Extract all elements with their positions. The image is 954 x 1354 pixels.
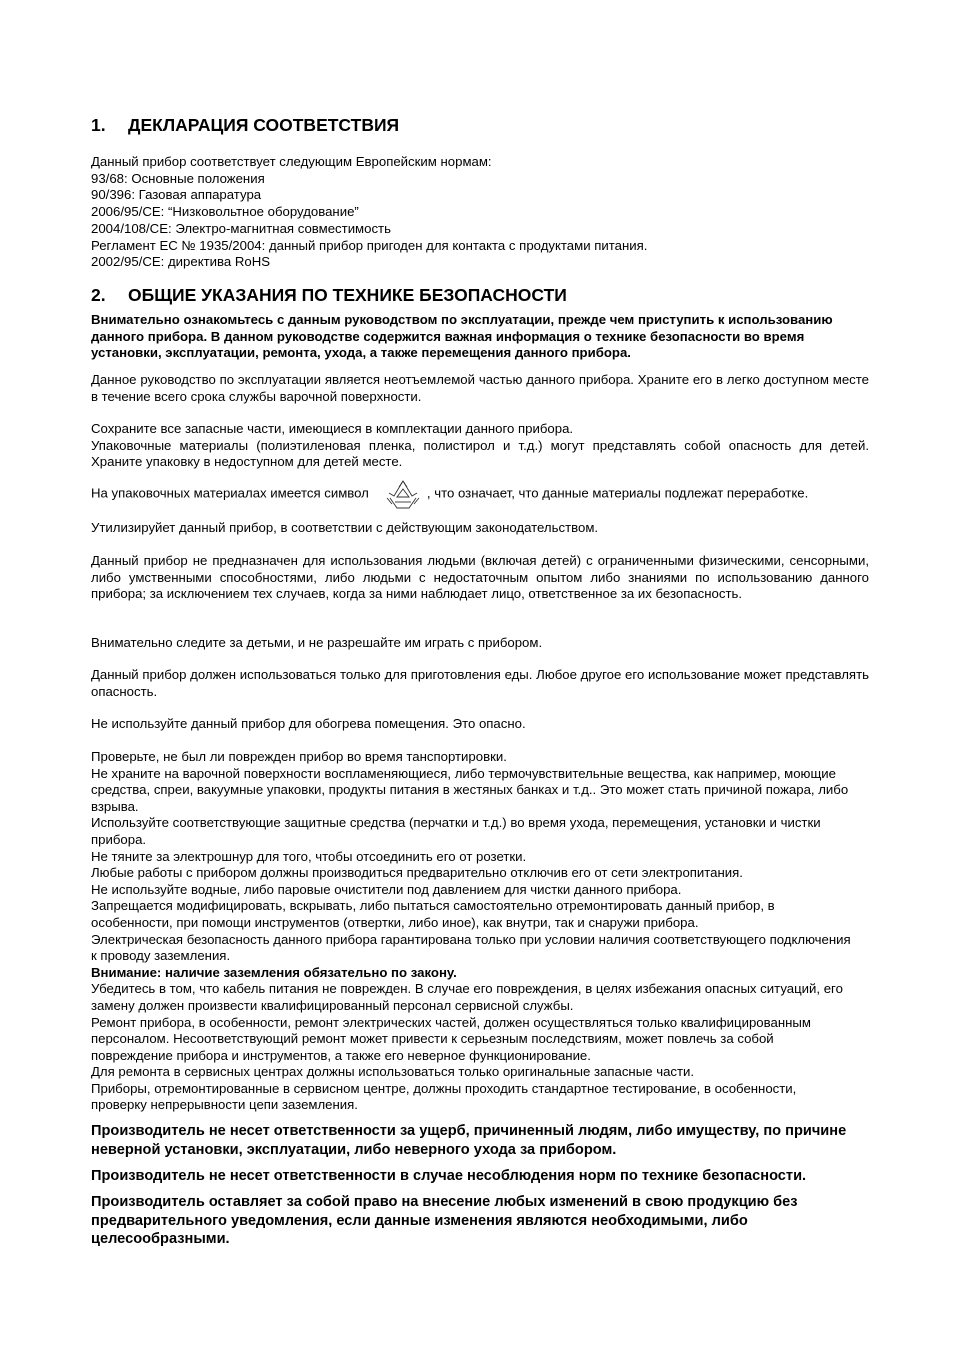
standards-line: 2006/95/CE: “Низковольтное оборудование”	[91, 204, 359, 220]
list-item: Ремонт прибора, в особенности, ремонт электрических частей, должен осуществляться только квалифицированным персоналом. Несоответствующий ремонт может привести к серьезным последствиям, может повлечь за собой повреждение прибора и инструментов, а также его неверное функционирование.	[91, 1014, 811, 1063]
paragraph-heating: Не используйте данный прибор для обогрева помещения. Это опасно.	[91, 716, 526, 731]
paragraph-cooking-only: Данный прибор должен использоваться только для приготовления еды. Любое другое его использование может представлять опасность.	[91, 667, 869, 699]
standards-line: 2002/95/CE: директива RoHS	[91, 254, 271, 270]
recycle-icon	[383, 478, 423, 510]
safety-list	[91, 749, 851, 1114]
list-item: Не используйте водные, либо паровые очистители под давлением для чистки данного прибора.	[91, 881, 682, 897]
section1-list	[91, 154, 869, 271]
list-item: Запрещается модифицировать, вскрывать, либо пытаться самостоятельно отремонтировать данный прибор, в особенности, при помощи инструментов (отвертки, либо иное), как внутри, так и снаружи прибора.	[91, 898, 775, 930]
standards-line: Данный прибор соответствует следующим Европейским нормам:	[91, 154, 492, 169]
section1-number: 1.	[91, 115, 106, 135]
paragraph-restricted-use: Данный прибор не предназначен для использования людьми (включая детей) с ограниченными физическими, сенсорными, либо умственными способностями, либо людьми с недостаточным опытом либо знаниями по использованию данного прибора; за исключением тех случаев, когда за ними наблюдает лицо, ответственное за их безопасность.	[91, 553, 869, 602]
list-item: Убедитесь в том, что кабель питания не поврежден. В случае его повреждения, в целях избежания опасных ситуаций, его замену должен произвести квалифицированный персонал сервисной службы.	[91, 981, 843, 1013]
paragraph-recycle	[91, 478, 869, 510]
list-item: Не храните на варочной поверхности воспламеняющиеся, либо термочувствительные вещества, как например, моющие средства, спреи, вакуумные упаковки, продукты питания в жестяных банках и т.д.. Это может стать причиной пожара, либо взрыва.	[91, 765, 849, 814]
liability-notice: Производитель не несет ответственности за ущерб, причиненный людям, либо имуществу, по причине неверной установки, эксплуатации, либо неверного ухода за прибором.	[91, 1123, 847, 1158]
paragraph-children: Внимательно следите за детьми, и не разрешайте им играть с прибором.	[91, 635, 543, 650]
list-item: Не тяните за электрошнур для того, чтобы отсоединить его от розетки.	[91, 848, 527, 864]
list-item: Электрическая безопасность данного прибора гарантирована только при условии наличия соответствующего подключения к проводу заземления.	[91, 931, 851, 964]
section1-heading	[91, 115, 399, 135]
standards-line: 90/396: Газовая аппаратура	[91, 187, 262, 203]
paragraph-disposal: Утилизируйет данный прибор, в соответствии с действующим законодательством.	[91, 520, 599, 535]
standards-line: 93/68: Основные положения	[91, 170, 265, 186]
safety-norms-notice: Производитель не несет ответственности в случае несоблюдения норм по технике безопасности.	[91, 1168, 807, 1184]
grounding-warning: Внимание: наличие заземления обязательно по закону.	[91, 964, 457, 980]
section2-heading	[91, 285, 567, 305]
list-item: Проверьте, не был ли поврежден прибор во время танспортировки.	[91, 749, 507, 764]
standards-line: 2004/108/CE: Электро-магнитная совместимость	[91, 220, 391, 236]
recycle-text-after: , что означает, что данные материалы подлежат переработке.	[426, 485, 809, 501]
list-item: Для ремонта в сервисных центрах должны использоваться только оригинальные запасные части.	[91, 1064, 695, 1080]
changes-notice: Производитель оставляет за собой право на внесение любых изменений в свою продукцию без предварительного уведомления, если данные изменения являются необходимыми, либо целесообразными.	[91, 1194, 798, 1247]
list-item: Любые работы с прибором должны производиться предварительно отключив его от сети электропитания.	[91, 865, 743, 881]
recycle-text-before: На упаковочных материалах имеется символ	[91, 485, 369, 501]
section2-number: 2.	[91, 285, 106, 305]
section2-title: ОБЩИЕ УКАЗАНИЯ ПО ТЕХНИКЕ БЕЗОПАСНОСТИ	[128, 285, 567, 305]
list-item: Приборы, отремонтированные в сервисном центре, должны проходить стандартное тестирование, в особенности, проверку непрерывности цепи заземления.	[91, 1080, 797, 1113]
list-item: Используйте соответствующие защитные средства (перчатки и т.д.) во время ухода, перемещения, установки и чистки прибора.	[91, 815, 821, 847]
standards-line: Регламент ЕС № 1935/2004: данный прибор пригоден для контакта с продуктами питания.	[91, 237, 648, 253]
paragraph-packaging: Сохраните все запасные части, имеющиеся в комплектации данного прибора. Упаковочные материалы (полиэтиленовая пленка, полистирол и т.д.) могут представлять собой опасность для детей. Храните упаковку в недоступном для детей месте.	[91, 421, 869, 470]
section2-intro: Внимательно ознакомьтесь с данным руководством по эксплуатации, прежде чем приступить к использованию данного прибора. В данном руководстве содержится важная информация о технике безопасности во время установки, эксплуатации, ремонта, ухода, а также перемещения данного прибора.	[91, 312, 833, 361]
section1-title: ДЕКЛАРАЦИЯ СООТВЕТСТВИЯ	[128, 115, 400, 135]
paragraph-manual: Данное руководство по эксплуатации является неотъемлемой частью данного прибора. Храните его в легко доступном месте в течение всего срока службы варочной поверхности.	[91, 372, 869, 404]
